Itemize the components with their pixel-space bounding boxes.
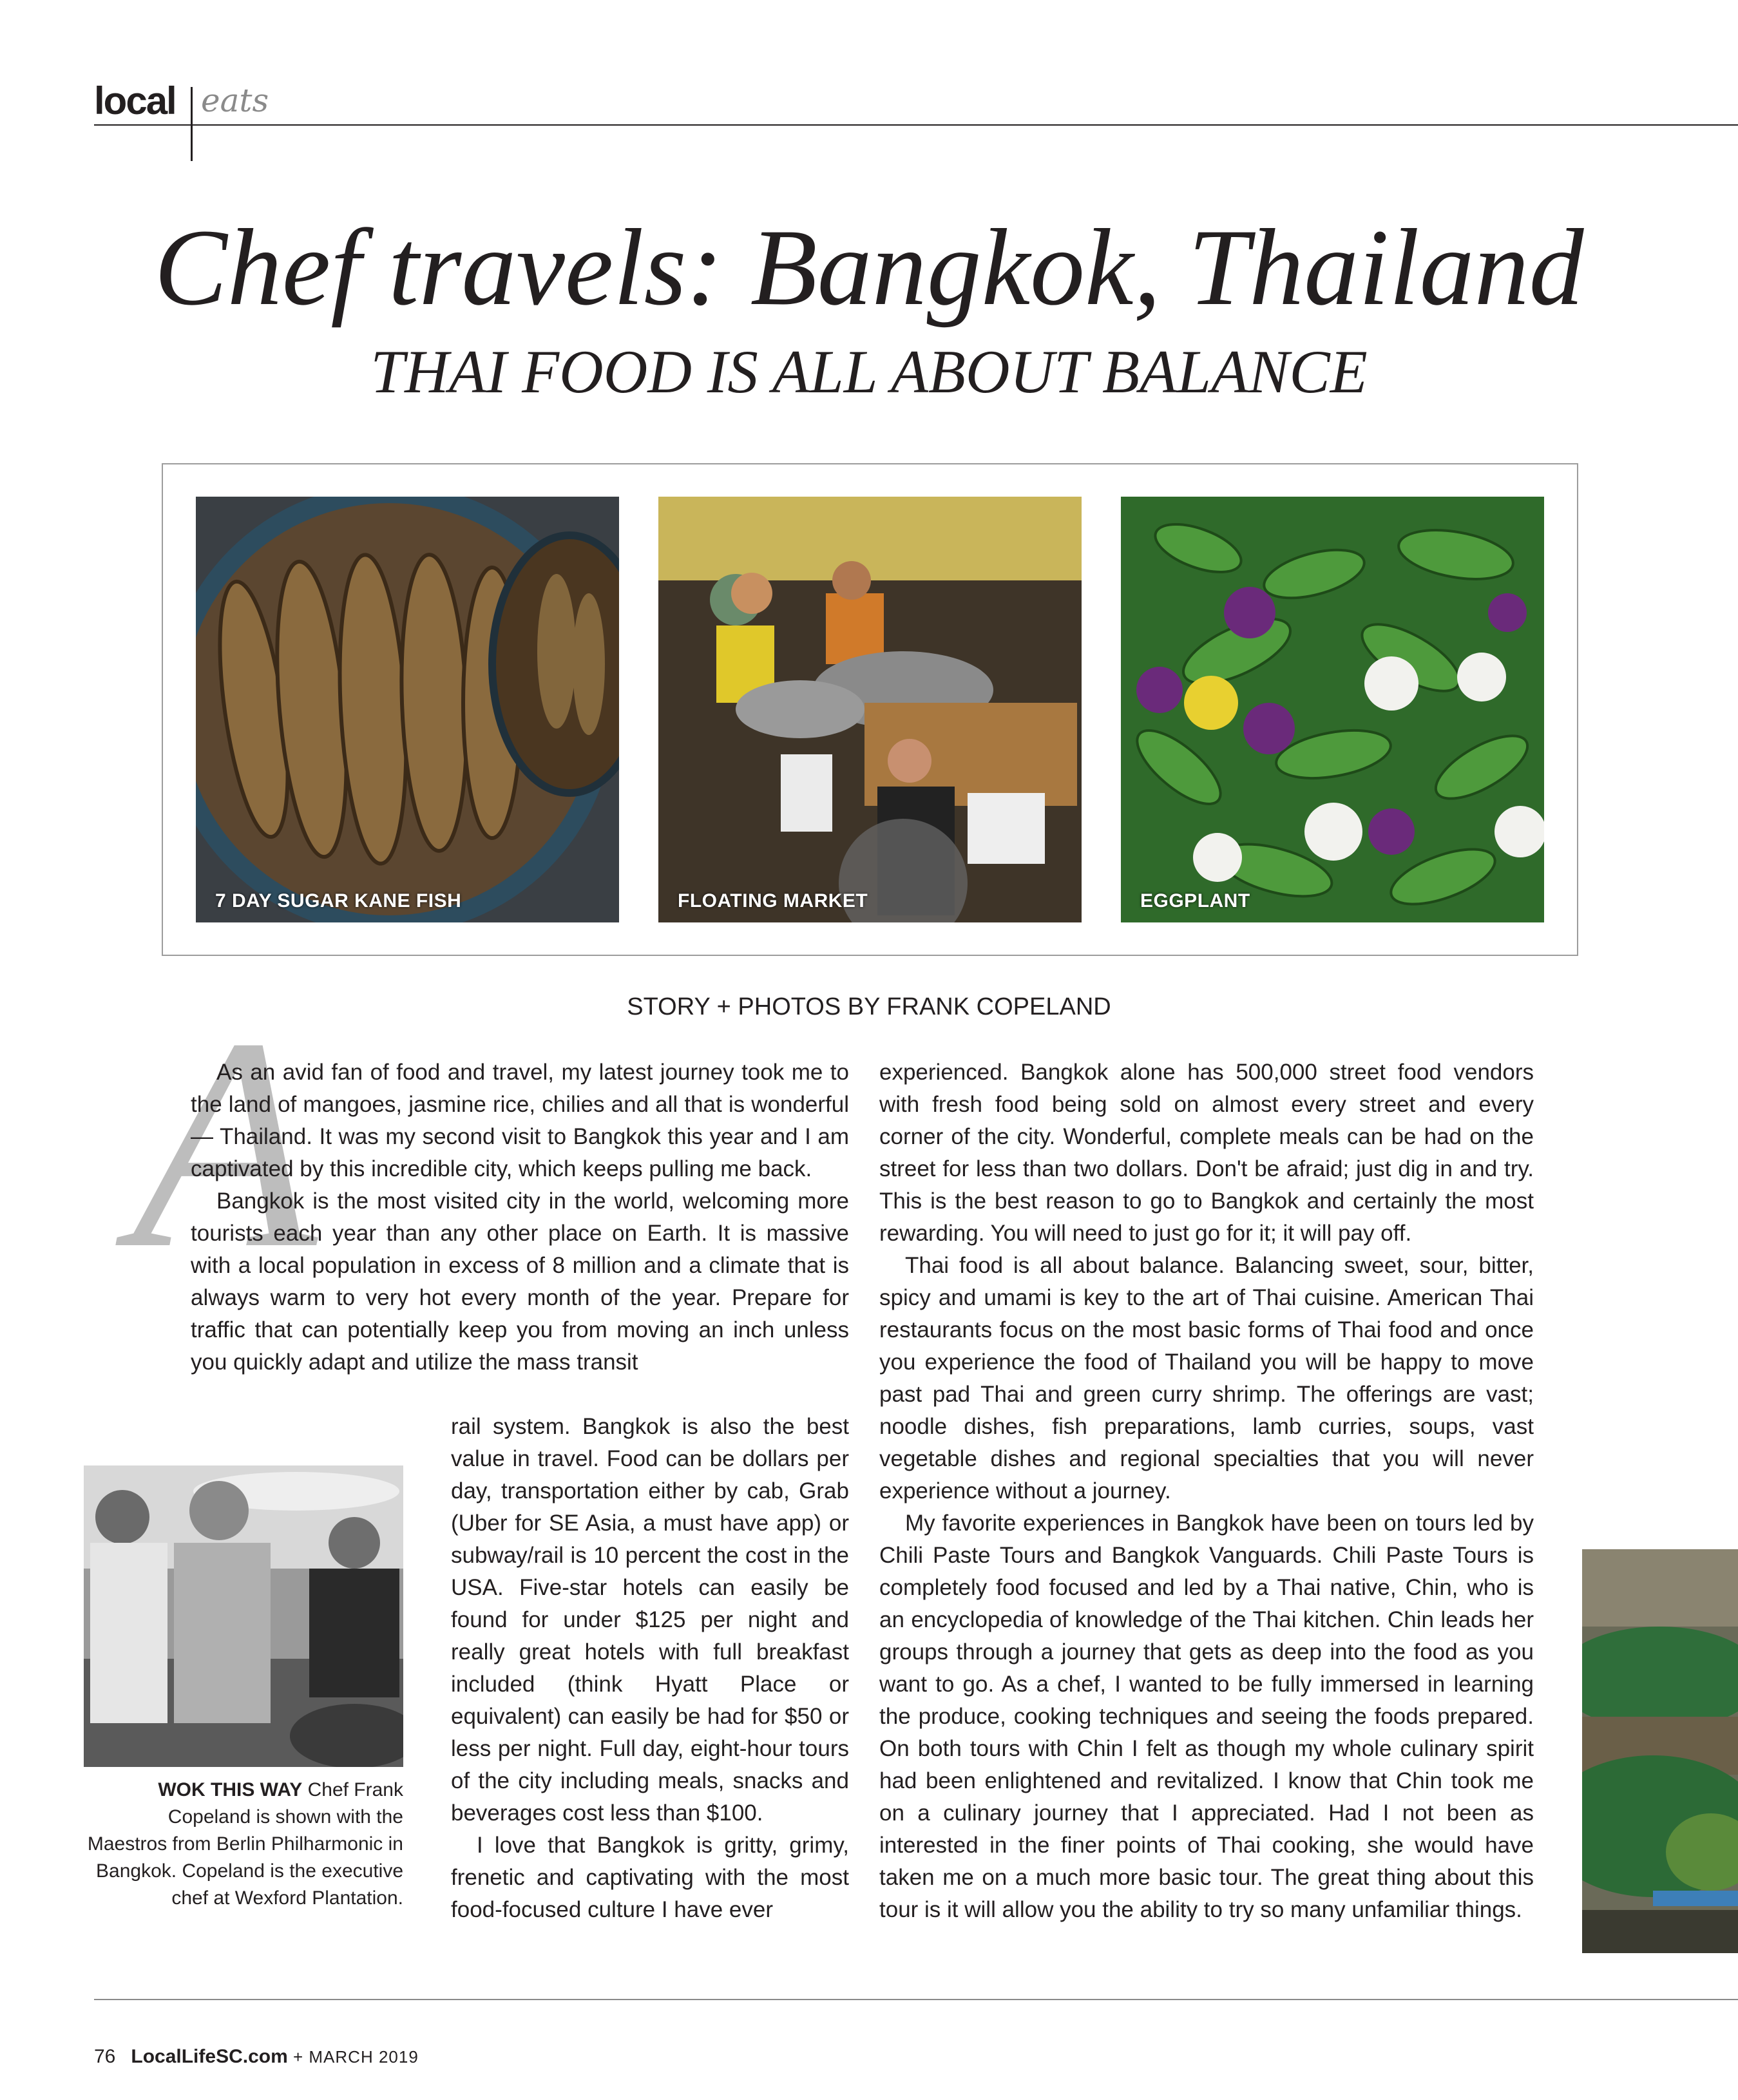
body-paragraph-2b: rail system. Bangkok is also the best value in travel. Food can be dollars per day, transportation either by cab, Grab (Uber for SE Asia, a must have app) or subway/rail is 10 percent the cost in the USA. Five-star hotels can easily be found for under $125 per night and really great hotels with full breakfast included (think Hyatt Place or equivalent) can easily be had for $50 or less per night. Full day, eight-hour tours of the city including meals, snacks and beverages cost less than $100.	[451, 1414, 849, 1826]
inset-caption-lead: WOK THIS WAY	[158, 1779, 303, 1800]
drop-cap: A	[132, 975, 318, 1311]
inset-caption	[84, 1777, 403, 1912]
photo-caption-eggplant: EGGPLANT	[1140, 890, 1250, 912]
photo-market	[658, 497, 1082, 922]
inset-photo	[84, 1465, 403, 1767]
inset-caption-text: Chef Frank Copeland is shown with the Maestros from Berlin Philharmonic in Bangkok. Copeland is the executive chef at Wexford Plantation.	[87, 1779, 403, 1909]
river-photo-icon	[1582, 1549, 1738, 1953]
photo-caption-market: FLOATING MARKET	[678, 890, 868, 912]
section-name: eats	[201, 82, 269, 119]
article-title: Chef travels: Bangkok, Thailand	[154, 207, 1584, 328]
body-column-1-bottom	[451, 1411, 849, 1926]
eggplant-photo-icon	[1121, 497, 1544, 922]
photo-eggplant	[1121, 497, 1544, 922]
group-photo-icon	[84, 1465, 403, 1767]
footer-rule	[94, 1999, 1738, 2000]
body-paragraph-3b: experienced. Bangkok alone has 500,000 street food vendors with fresh food being sold on almost every street and every corner of the city. Wonderful, complete meals can be had on the street for less than two dollars. Don't be afraid; just dig in and try. This is the best reason to go to Bangkok and certainly the most rewarding. You will need to just go for it; it will pay off.	[879, 1060, 1534, 1246]
body-paragraph-1: As an avid fan of food and travel, my latest journey took me to the land of mangoes, jasmine rice, chilies and all that is wonderful — Thailand. It was my second visit to Bangkok this year and I am captivated by this incredible city, which keeps pulling me back.	[191, 1060, 849, 1181]
article-subtitle: THAI FOOD IS ALL ABOUT BALANCE	[370, 338, 1368, 406]
body-paragraph-3: I love that Bangkok is gritty, grimy, frenetic and captivating with the most food-focused culture I have ever	[451, 1833, 849, 1922]
body-paragraph-2a: Bangkok is the most visited city in the world, welcoming more tourists each year than any other place on Earth. It is massive with a local population in excess of 8 million and a climate that is always warm to very hot every month of the year. Prepare for traffic that can potentially keep you from moving an inch unless you quickly adapt and utilize the mass transit	[191, 1188, 849, 1375]
side-photo	[1582, 1549, 1738, 1953]
header-rule	[94, 124, 1738, 126]
fish-photo-icon	[196, 497, 619, 922]
page-number: 76	[94, 2046, 116, 2067]
body-paragraph-5: My favorite experiences in Bangkok have been on tours led by Chili Paste Tours and Bangkok Vanguards. Chili Paste Tours is completely food focused and led by a Thai native, Chin, who is an encyclopedia of knowledge of the Thai kitchen. Chin leads her groups through a journey that gets as deep into the food as you want to go. As a chef, I wanted to be fully immersed in learning the produce, cooking techniques and seeing the foods prepared. On both tours with Chin I felt as though my whole culinary spirit had been enlightened and revitalized. I know that Chin took me on a culinary journey that I appreciated. Had I not been as interested in the finer points of Thai cooking, she would have taken me on a much more basic tour. The great thing about this tour is it will allow you the ability to try so many unfamiliar things.	[879, 1511, 1534, 1922]
photo-caption-fish: 7 DAY SUGAR KANE FISH	[215, 890, 462, 912]
footer	[94, 2046, 419, 2068]
footer-site: LocalLifeSC.com	[131, 2046, 288, 2067]
byline: STORY + PHOTOS BY FRANK COPELAND	[627, 993, 1111, 1020]
body-paragraph-4: Thai food is all about balance. Balancing sweet, sour, bitter, spicy and umami is key to the art of Thai cuisine. American Thai restaurants focus on the most basic forms of Thai food and once you experience the food of Thailand you will be happy to move past pad Thai and green curry shrimp. The offerings are vast; noodle dishes, fish preparations, lamb curries, soups, vast vegetable dishes and regional specialties that you will never experience without a journey.	[879, 1253, 1534, 1503]
brand-logo: local	[94, 79, 176, 122]
photo-fish	[196, 497, 619, 922]
market-photo-icon	[658, 497, 1082, 922]
footer-date: + MARCH 2019	[287, 2047, 419, 2067]
body-column-1-top	[191, 1056, 849, 1379]
body-column-2	[879, 1056, 1534, 1926]
